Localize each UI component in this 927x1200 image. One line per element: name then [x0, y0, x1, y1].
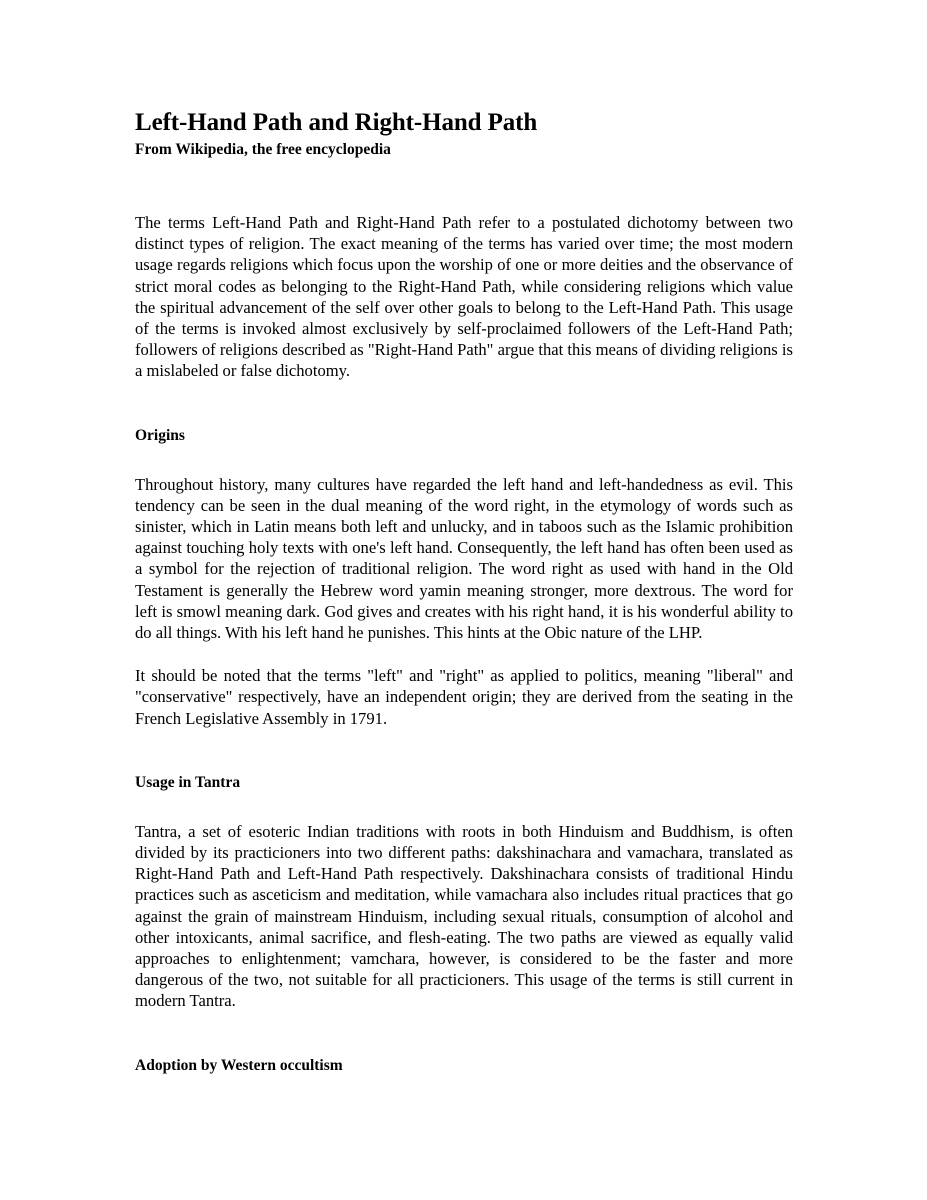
section-paragraph: Throughout history, many cultures have regarded the left hand and left-handedness as evil. This tendency can be seen in the dual meaning of the word right, in the etymology of words such as sinister, which in Latin means both left and unlucky, and in taboos such as the Islamic prohibition against touching holy texts with one's left hand. Consequently, the left hand has often been used as a symbol for the rejection of traditional religion. The word right as used with hand in the Old Testament is generally the Hebrew word yamin meaning stronger, more dextrous. The word for left is smowl meaning dark. God gives and creates with his right hand, it is his wonderful ability to do all things. With his left hand he punishes. This hints at the Obic nature of the LHP.: [135, 474, 793, 643]
lead-paragraph: The terms Left-Hand Path and Right-Hand Path refer to a postulated dichotomy between two distinct types of religion. The exact meaning of the terms has varied over time; the most modern usage regards religions which focus upon the worship of one or more deities and the observance of strict moral codes as belonging to the Right-Hand Path, while considering religions which value the spiritual advancement of the self over other goals to belong to the Left-Hand Path. This usage of the terms is invoked almost exclusively by self-proclaimed followers of the Left-Hand Path; followers of religions described as "Right-Hand Path" argue that this means of dividing religions is a mislabeled or false dichotomy.: [135, 213, 793, 381]
spacer: [135, 446, 793, 474]
section-paragraph: Tantra, a set of esoteric Indian traditions with roots in both Hinduism and Buddhism, is often divided by its practicioners into two different paths: dakshinachara and vamachara, translated as Right-Hand Path and Left-Hand Path respectively. Dakshinachara consists of traditional Hindu practices such as asceticism and meditation, while vamachara also includes ritual practices that go against the grain of mainstream Hinduism, including sexual rituals, consumption of alcohol and other intoxicants, animal sacrifice, and flesh-eating. The two paths are viewed as equally valid approaches to enlightenment; vamchara, however, is considered to be the faster and more dangerous of the two, not suitable for all practicioners. This usage of the terms is still current in modern Tantra.: [135, 821, 793, 1011]
spacer: [135, 729, 793, 773]
section-heading-adoption-by-western-occultism: Adoption by Western occultism: [135, 1056, 343, 1074]
section-heading-usage-in-tantra: Usage in Tantra: [135, 773, 241, 791]
spacer: [135, 643, 793, 665]
spacer: [135, 382, 793, 426]
document-content: [135, 108, 793, 1076]
document-subtitle: From Wikipedia, the free encyclopedia: [135, 141, 391, 158]
spacer: [135, 793, 793, 821]
section-heading-origins: Origins: [135, 426, 185, 444]
page-title: Left-Hand Path and Right-Hand Path: [135, 109, 538, 136]
section-paragraph: It should be noted that the terms "left" and "right" as applied to politics, meaning "liberal" and "conservative" respectively, have an independent origin; they are derived from the seating in the French Legislative Assembly in 1791.: [135, 666, 793, 728]
spacer: [135, 160, 793, 212]
spacer: [135, 1012, 793, 1056]
